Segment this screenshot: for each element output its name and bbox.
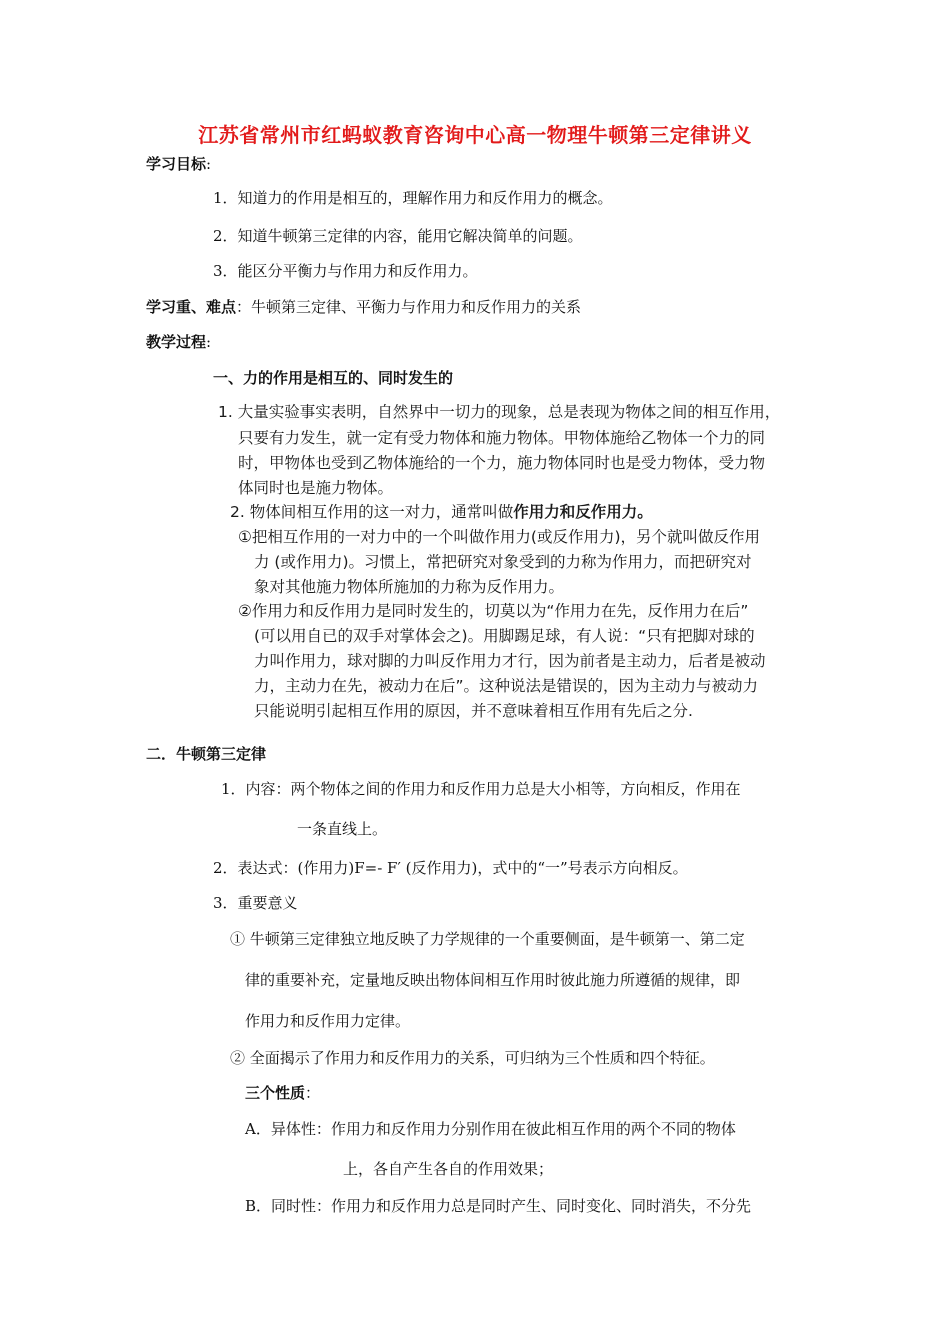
colon: ： (236, 298, 252, 316)
colon: : (206, 333, 212, 351)
objective-item: 3．能区分平衡力与作用力和反作用力。 (213, 262, 478, 280)
significance-1-line: 律的重要补充，定量地反映出物体间相互作用时彼此施力所遵循的规律，即 (245, 971, 741, 989)
section1-para3-line: 象对其他施力物体所施加的力称为反作用力。 (254, 578, 565, 596)
section2-heading: 二．牛顿第三定律 (146, 745, 267, 763)
three-properties-heading-line (245, 1084, 320, 1102)
process-heading-line (146, 333, 211, 351)
keypoints-heading: 学习重、难点 (146, 298, 237, 316)
colon: ： (305, 1084, 321, 1102)
section1-heading: 一、力的作用是相互的、同时发生的 (213, 369, 454, 387)
significance-1-line: 作用力和反作用力定律。 (245, 1012, 411, 1030)
three-properties-heading: 三个性质 (245, 1084, 306, 1102)
section1-para4-line: 力，主动力在先，被动力在后”。这种说法是错误的，因为主动力与被动力 (254, 677, 759, 695)
law-content-line: 1．内容：两个物体之间的作用力和反作用力总是大小相等，方向相反，作用在 (221, 780, 741, 798)
property-a-line: 上，各自产生各自的作用效果； (343, 1160, 554, 1178)
colon: : (206, 155, 212, 173)
document-title: 江苏省常州市红蚂蚁教育咨询中心高一物理牛顿第三定律讲义 (198, 123, 752, 147)
property-b-line: B．同时性：作用力和反作用力总是同时产生、同时变化、同时消失，不分先 (245, 1197, 752, 1215)
significance-heading: 3．重要意义 (213, 894, 298, 912)
objectives-heading: 学习目标 (146, 155, 207, 173)
significance-2: ② 全面揭示了作用力和反作用力的关系，可归纳为三个性质和四个特征。 (230, 1049, 715, 1067)
objective-item: 1．知道力的作用是相互的，理解作用力和反作用力的概念。 (213, 189, 613, 207)
section1-para1-line: 时，甲物体也受到乙物体施给的一个力，施力物体同时也是受力物体，受力物 (238, 454, 766, 472)
section1-para3-line: 力 (或作用力)。习惯上，常把研究对象受到的力称为作用力，而把研究对 (254, 553, 752, 571)
process-heading: 教学过程 (146, 333, 207, 351)
section1-para2-bold: 作用力和反作用力。 (513, 503, 653, 521)
section1-para1-line: 只要有力发生，就一定有受力物体和施力物体。甲物体施给乙物体一个力的同 (238, 429, 766, 447)
objective-item: 2．知道牛顿第三定律的内容，能用它解决简单的问题。 (213, 227, 583, 245)
section1-para2 (230, 503, 653, 522)
section1-para2-text: 2. 物体间相互作用的这一对力，通常叫做 (230, 503, 514, 521)
section1-para1-line: 体同时也是施力物体。 (238, 479, 394, 497)
law-expression: 2．表达式：(作用力)F=- F′ (反作用力)，式中的“一”号表示方向相反。 (213, 859, 688, 877)
section1-para4-line: ②作用力和反作用力是同时发生的，切莫以为“作用力在先，反作用力在后” (238, 602, 749, 620)
section1-para1-line: 1. 大量实验事实表明，自然界中一切力的现象，总是表现为物体之间的相互作用， (218, 403, 781, 421)
section1-para4-line: 只能说明引起相互作用的原因，并不意味着相互作用有先后之分. (254, 702, 693, 720)
keypoints-line (146, 298, 581, 316)
section1-para4-line: (可以用自已的双手对掌体会之)。用脚踢足球，有人说：“只有把脚对球的 (254, 627, 755, 645)
property-a-line: A．异体性：作用力和反作用力分别作用在彼此相互作用的两个不同的物体 (245, 1120, 736, 1138)
significance-1-line: ① 牛顿第三定律独立地反映了力学规律的一个重要侧面，是牛顿第一、第二定 (230, 930, 745, 948)
law-content-line: 一条直线上。 (297, 820, 388, 838)
objectives-heading-line (146, 155, 211, 173)
section1-para4-line: 力叫作用力，球对脚的力叫反作用力才行，因为前者是主动力，后者是被动 (254, 652, 766, 670)
section1-para3-line: ①把相互作用的一对力中的一个叫做作用力(或反作用力)，另个就叫做反作用 (238, 528, 760, 546)
keypoints-text: 牛顿第三定律、平衡力与作用力和反作用力的关系 (251, 298, 582, 316)
